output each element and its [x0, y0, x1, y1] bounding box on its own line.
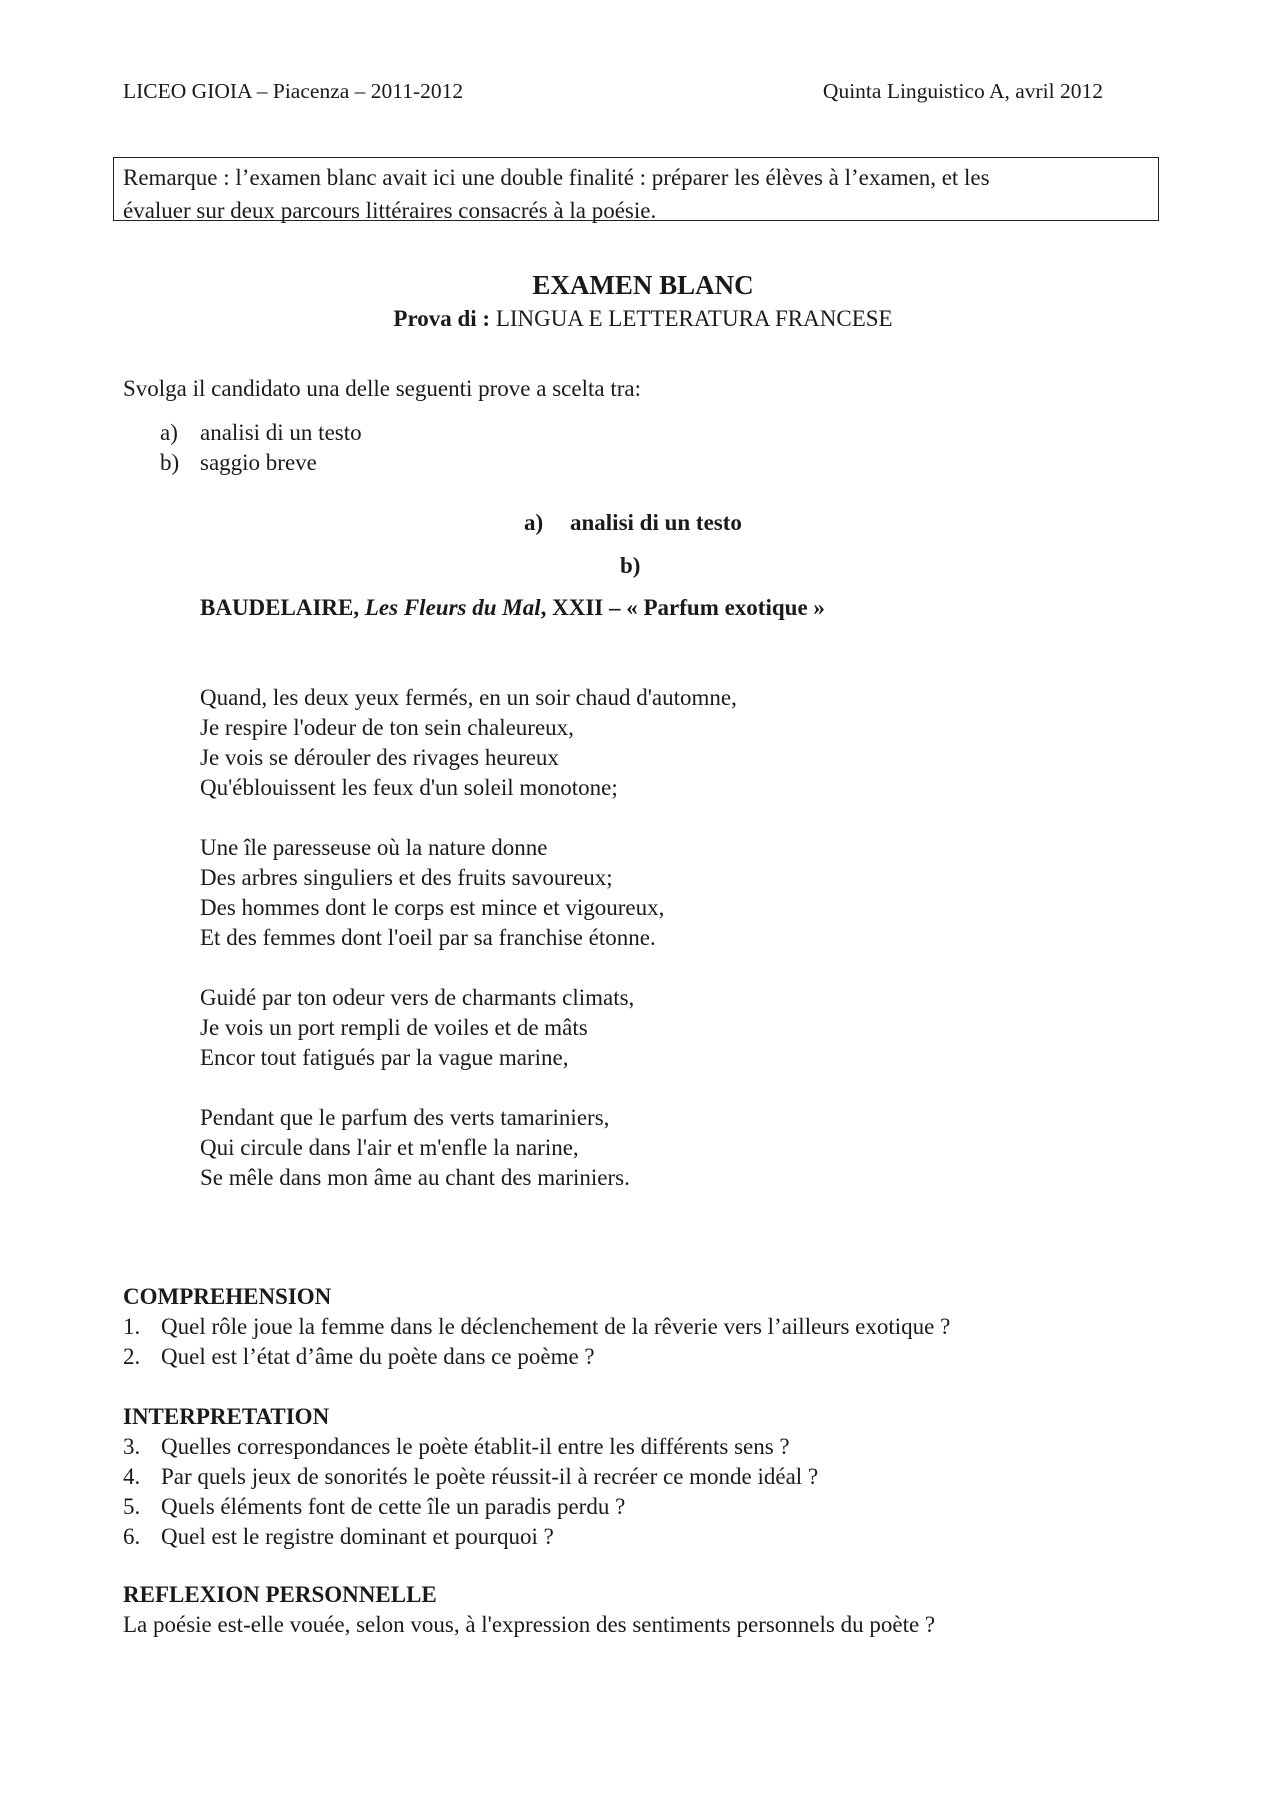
- header-school: LICEO GIOIA – Piacenza – 2011-2012: [123, 79, 464, 103]
- question-number: 4.: [123, 1464, 141, 1489]
- verse: Encor tout fatigués par la vague marine,: [200, 1045, 569, 1070]
- remark-line-2: évaluer sur deux parcours littéraires consacrés à la poésie.: [123, 198, 657, 223]
- verse: Qui circule dans l'air et m'enfle la narine,: [200, 1135, 579, 1160]
- poem-author: BAUDELAIRE,: [200, 595, 360, 620]
- verse: Se mêle dans mon âme au chant des mariniers.: [200, 1165, 630, 1190]
- header-class-date: Quinta Linguistico A, avril 2012: [822, 79, 1103, 103]
- section-b-heading: b): [620, 553, 641, 578]
- comprehension-section: [123, 1282, 950, 1372]
- comprehension-questions: [123, 1312, 950, 1372]
- section-a-heading: [524, 508, 742, 538]
- verse: Des hommes dont le corps est mince et vigoureux,: [200, 895, 665, 920]
- reflexion-section: [123, 1580, 935, 1640]
- question-number: 5.: [123, 1494, 141, 1519]
- verse: Je vois un port rempli de voiles et de mâts: [200, 1015, 588, 1040]
- reflexion-question: La poésie est-elle vouée, selon vous, à l'expression des sentiments personnels du poète ?: [123, 1612, 936, 1637]
- choice-marker: a): [160, 420, 178, 445]
- stanza: [200, 983, 737, 1073]
- verse: Des arbres singuliers et des fruits savoureux;: [200, 865, 613, 890]
- subtitle-label: Prova di :: [393, 306, 491, 331]
- choice-text: saggio breve: [200, 450, 317, 475]
- question-number: 2.: [123, 1344, 141, 1369]
- verse: Et des femmes dont l'oeil par sa franchise étonne.: [200, 925, 656, 950]
- choice-list: [160, 418, 362, 478]
- choice-item: [160, 448, 362, 478]
- question-item: [123, 1342, 950, 1372]
- stanza: [200, 683, 737, 803]
- question-item: [123, 1522, 818, 1552]
- poem-work: Les Fleurs du Mal: [364, 595, 541, 620]
- choice-marker: b): [160, 450, 180, 475]
- exam-subtitle: [393, 304, 892, 334]
- question-text: Quel est l’état d’âme du poète dans ce poème ?: [161, 1344, 595, 1369]
- reflexion-heading: REFLEXION PERSONNELLE: [123, 1582, 437, 1607]
- question-text: Quels éléments font de cette île un paradis perdu ?: [161, 1494, 626, 1519]
- question-item: [123, 1312, 950, 1342]
- question-text: Quel rôle joue la femme dans le déclenchement de la rêverie vers l’ailleurs exotique ?: [161, 1314, 951, 1339]
- question-text: Par quels jeux de sonorités le poète réussit-il à recréer ce monde idéal ?: [161, 1464, 819, 1489]
- verse: Une île paresseuse où la nature donne: [200, 835, 548, 860]
- subtitle-value: LINGUA E LETTERATURA FRANCESE: [490, 306, 893, 331]
- question-item: [123, 1462, 818, 1492]
- verse: Pendant que le parfum des verts tamariniers,: [200, 1105, 610, 1130]
- question-item: [123, 1492, 818, 1522]
- choice-item: [160, 418, 362, 448]
- verse: Quand, les deux yeux fermés, en un soir chaud d'automne,: [200, 685, 737, 710]
- intro-text: Svolga il candidato una delle seguenti prove a scelta tra:: [123, 376, 641, 401]
- poem-title-rest: , XXII – « Parfum exotique »: [540, 595, 825, 620]
- choice-text: analisi di un testo: [200, 420, 362, 445]
- question-item: [123, 1432, 818, 1462]
- question-text: Quelles correspondances le poète établit-il entre les différents sens ?: [161, 1434, 790, 1459]
- verse: Je vois se dérouler des rivages heureux: [200, 745, 559, 770]
- poem-title: [200, 593, 825, 623]
- section-a-marker: a): [524, 510, 544, 535]
- interpretation-questions: [123, 1432, 818, 1552]
- verse: Guidé par ton odeur vers de charmants climats,: [200, 985, 635, 1010]
- page-header: [123, 76, 1103, 106]
- remark-box: [113, 157, 1159, 221]
- stanza: [200, 1103, 737, 1193]
- interpretation-heading: INTERPRETATION: [123, 1404, 330, 1429]
- verse: Je respire l'odeur de ton sein chaleureux,: [200, 715, 574, 740]
- stanza: [200, 833, 737, 953]
- question-number: 3.: [123, 1434, 141, 1459]
- exam-title-text: EXAMEN BLANC: [532, 270, 754, 300]
- interpretation-section: [123, 1402, 818, 1552]
- question-number: 1.: [123, 1314, 141, 1339]
- poem-body: [200, 683, 737, 1223]
- remark-line-1: Remarque : l’examen blanc avait ici une double finalité : préparer les élèves à l’examen, et les: [123, 165, 990, 190]
- section-a-text: analisi di un testo: [570, 510, 742, 535]
- question-text: Quel est le registre dominant et pourquoi ?: [161, 1524, 554, 1549]
- comprehension-heading: COMPREHENSION: [123, 1284, 332, 1309]
- verse: Qu'éblouissent les feux d'un soleil monotone;: [200, 775, 618, 800]
- question-number: 6.: [123, 1524, 141, 1549]
